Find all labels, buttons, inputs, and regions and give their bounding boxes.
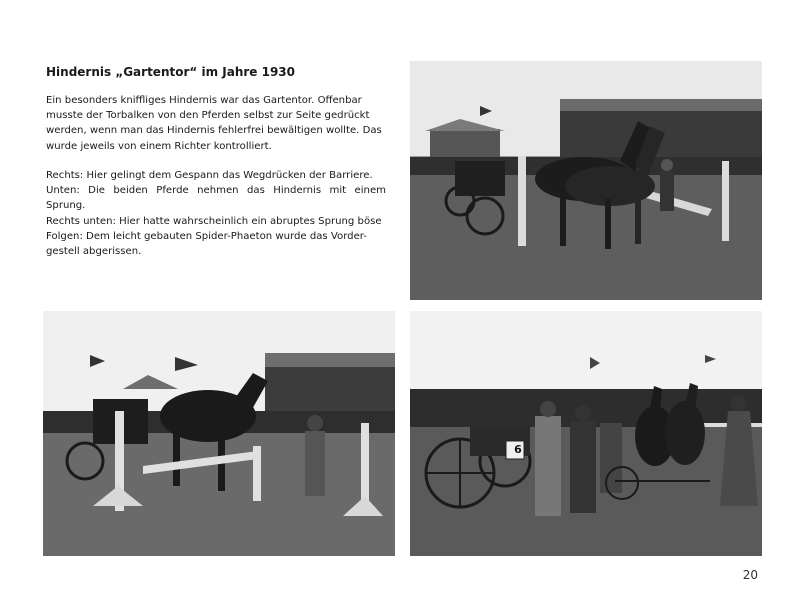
intro-line: Ein besonders kniffliges Hindernis war das Gartentor. Offenbar bbox=[46, 95, 362, 106]
page-heading: Hindernis „Gartentor“ im Jahre 1930 bbox=[46, 65, 295, 79]
photo-illustration bbox=[43, 311, 395, 556]
intro-line: werden, wenn man das Hindernis fehlerfrei bewältigen wollte. Das bbox=[46, 125, 382, 137]
caption-line: gestell abgerissen. bbox=[46, 246, 142, 258]
photo-carriage-pushing-barrier bbox=[410, 61, 762, 300]
captions-paragraph bbox=[46, 168, 386, 259]
photo-horses-jumping-gate bbox=[43, 311, 395, 556]
caption-line: Rechts: Hier gelingt dem Gespann das Wegdrücken der Barriere. bbox=[46, 170, 373, 181]
caption-line: Unten: Die beiden Pferde nehmen das Hindernis mit einem Sprung. bbox=[46, 185, 386, 212]
photo-illustration bbox=[410, 61, 762, 300]
photo-illustration bbox=[410, 311, 762, 556]
intro-line: musste der Torbalken von den Pferden selbst zur Seite gedrückt bbox=[46, 110, 370, 122]
intro-line: wurde jeweils von einem Richter kontrolliert. bbox=[46, 140, 272, 152]
number-plate-label: 6 bbox=[514, 443, 522, 456]
intro-paragraph bbox=[46, 93, 386, 154]
caption-line: Folgen: Dem leicht gebauten Spider-Phaeton wurde das Vorder- bbox=[46, 230, 367, 242]
photo-damaged-phaeton bbox=[410, 311, 762, 556]
page-number: 20 bbox=[742, 568, 758, 582]
caption-line: Rechts unten: Hier hatte wahrscheinlich ein abruptes Sprung böse bbox=[46, 215, 382, 227]
